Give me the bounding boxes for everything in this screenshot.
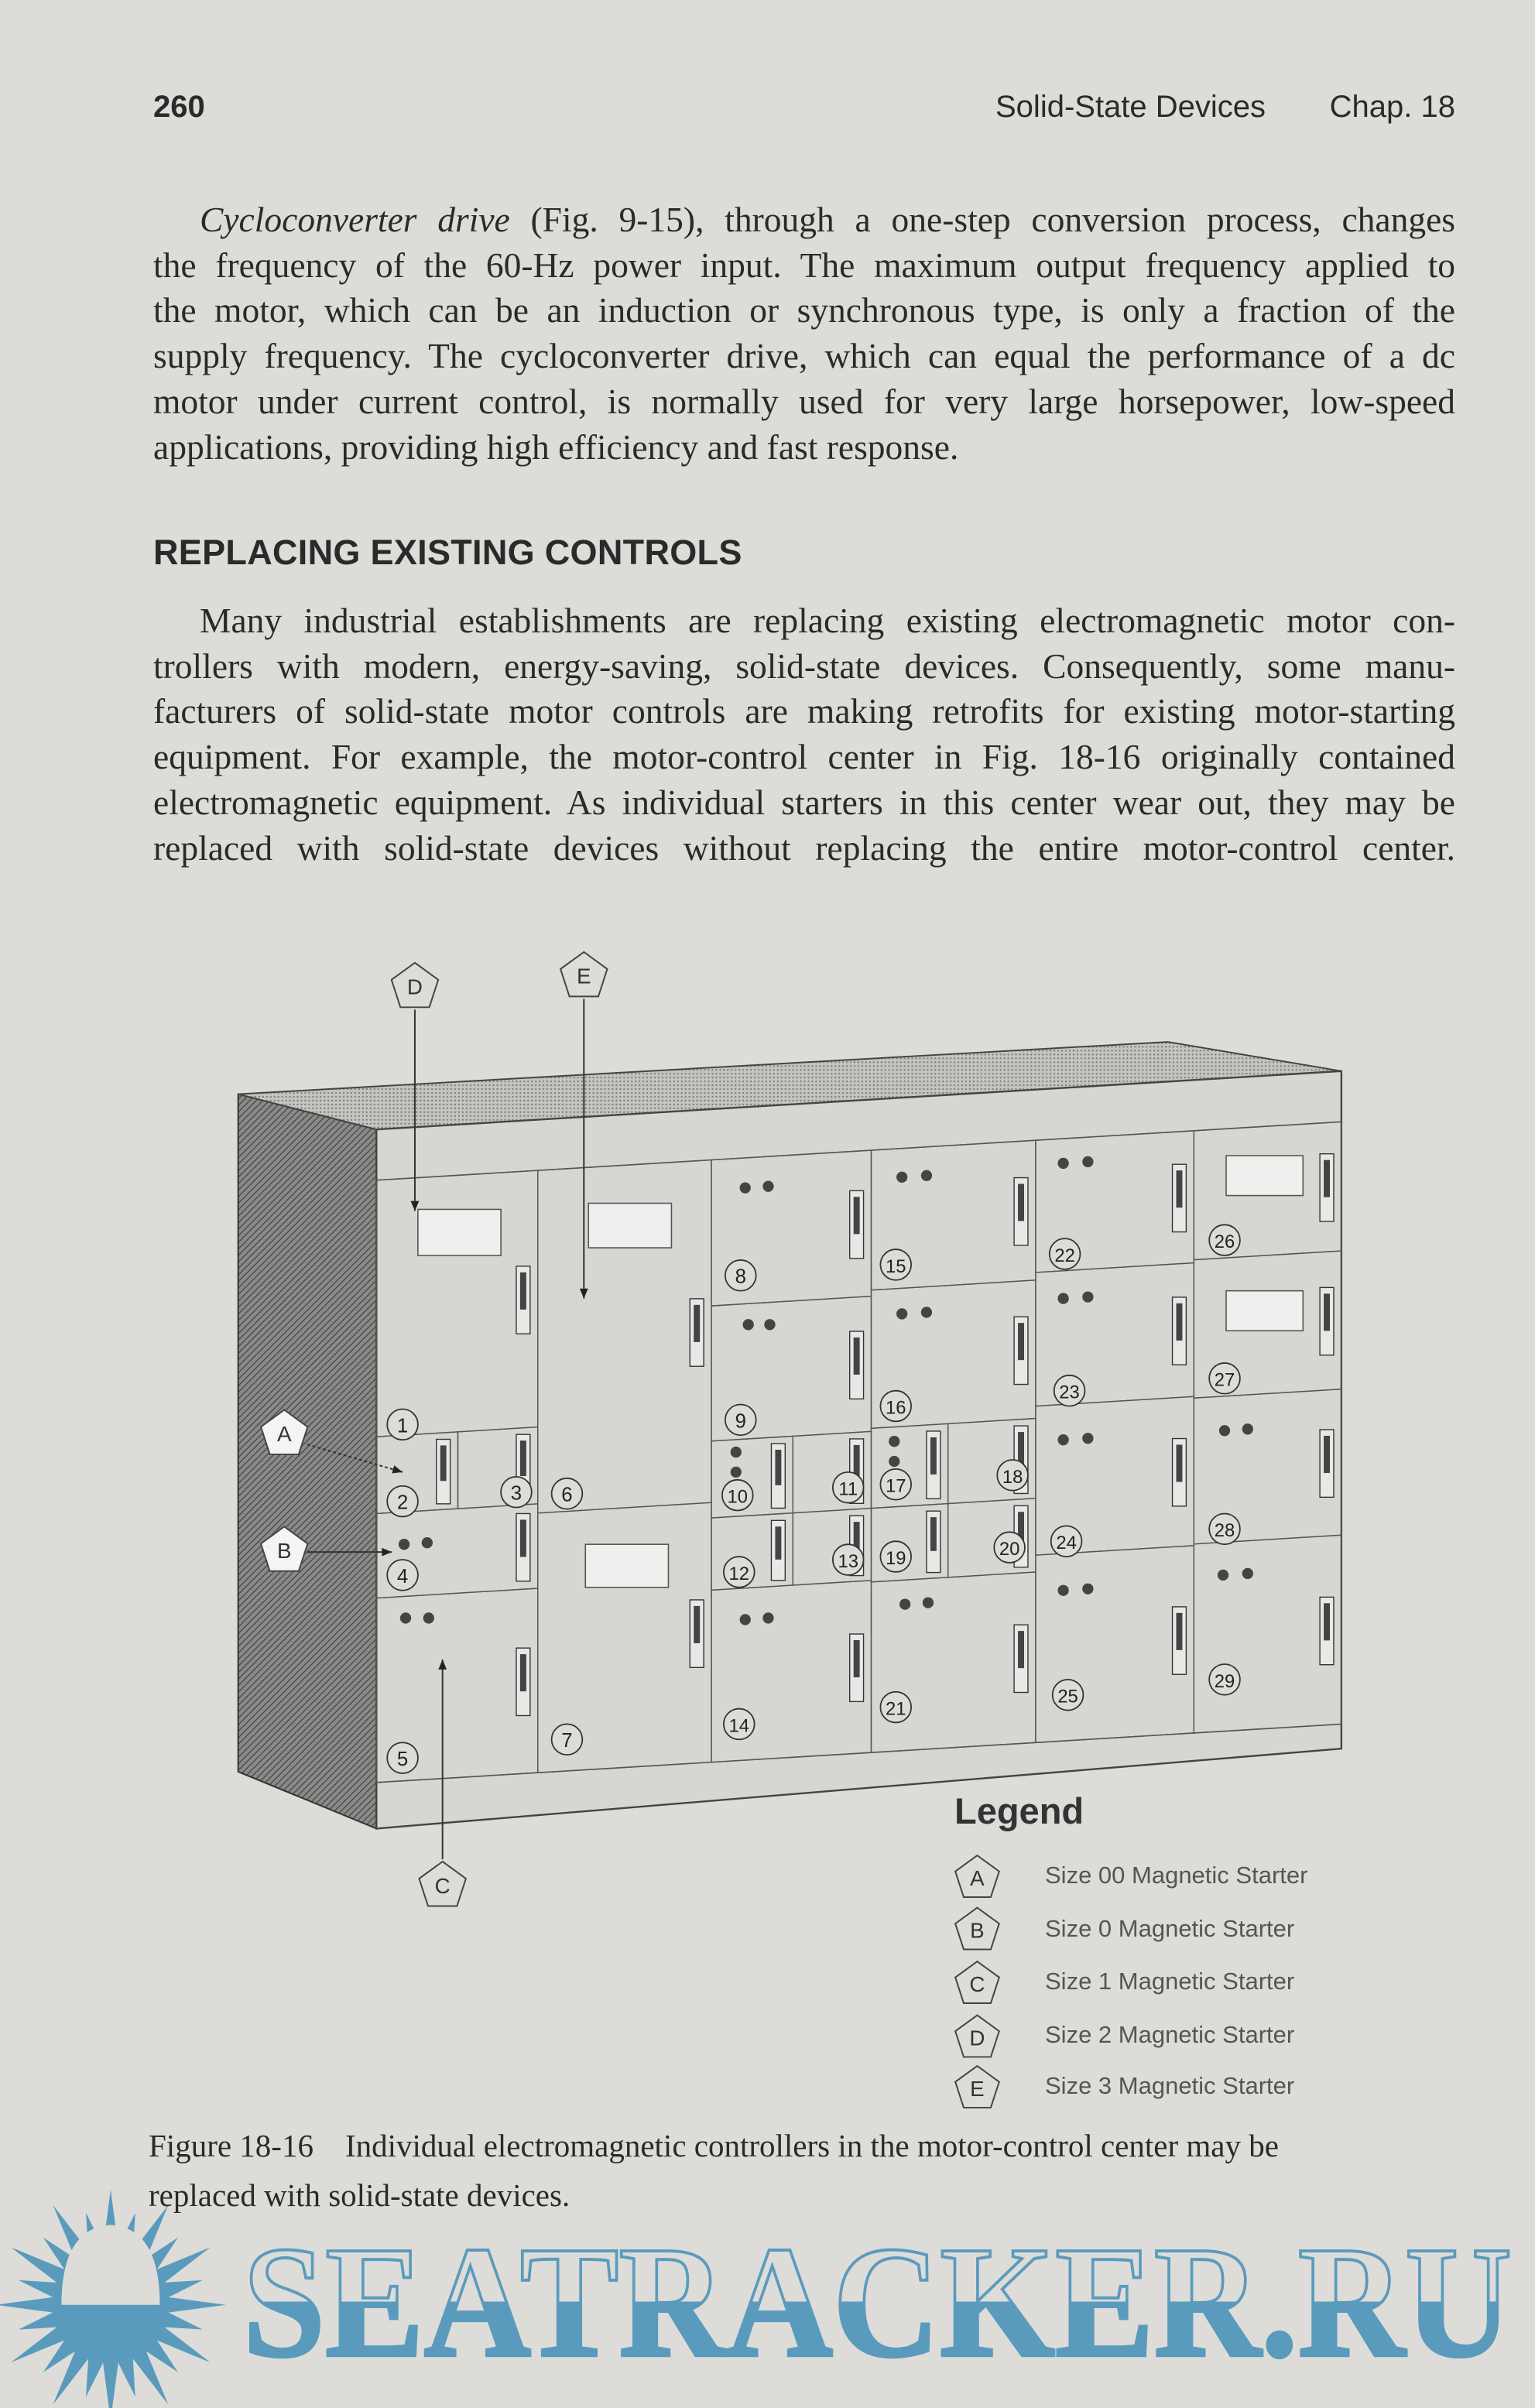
legend-item-label: Size 1 Magnetic Starter [1045,1968,1295,1995]
handle-lever-icon [1177,1303,1183,1341]
italic-term: Cycloconverter drive [200,200,510,239]
watermark [0,2190,1512,2408]
running-header-chapter: Chap. 18 [1329,90,1455,124]
pilot-light-icon [399,1539,409,1550]
pilot-light-icon [1242,1568,1253,1579]
meter-window [1226,1156,1303,1196]
handle-lever-icon [440,1445,447,1481]
meter-window [585,1544,668,1588]
pilot-light-icon [889,1436,899,1447]
pilot-light-icon [899,1598,910,1609]
paragraph-line: electromagnetic equipment. As individual starters in this center wear out, they may be [153,782,1455,822]
pilot-light-icon [923,1597,934,1608]
unit-number-label: 8 [735,1266,746,1288]
page-number: 260 [153,90,205,124]
figure-caption [149,2121,1279,2220]
paragraph-line: equipment. For example, the motor-control center in Fig. 18-16 originally contained [153,737,1455,777]
pilot-light-icon [1082,1291,1093,1302]
pilot-light-icon [921,1170,932,1181]
legend-a-letter: A [970,1865,985,1890]
pilot-light-icon [1242,1423,1253,1434]
watermark-text: SEATRACKER.RU [242,2213,1513,2391]
handle-lever-icon [1177,1170,1183,1207]
pilot-light-icon [762,1612,773,1623]
unit-number-label: 26 [1214,1231,1235,1253]
unit-number-label: 22 [1054,1245,1075,1266]
pilot-light-icon [1057,1293,1068,1303]
handle-lever-icon [694,1305,700,1342]
legend-d-letter: D [969,2026,985,2050]
paragraph-line: trollers with modern, energy-saving, solid-state devices. Consequently, some manu- [153,646,1455,686]
handle-lever-icon [520,1519,526,1557]
meter-window [588,1204,671,1249]
legend-b-letter: B [970,1918,985,1943]
handle-lever-icon [775,1450,781,1485]
paragraph-line: replaced with solid-state devices without replacing the entire motor-control center. [153,827,1455,868]
handle-lever-icon [1018,1183,1024,1221]
paragraph-line: Many industrial establishments are replacing existing electromagnetic motor con- [200,601,1455,640]
unit-number-label: 21 [886,1698,906,1720]
unit-number-label: 9 [735,1410,746,1433]
pilot-light-icon [764,1319,775,1330]
handle-lever-icon [520,1273,526,1310]
callout-b-letter: B [276,1539,292,1564]
unit-number-label: 10 [727,1486,749,1508]
legend-item-label: Size 0 Magnetic Starter [1045,1915,1295,1942]
callout-e-letter: E [577,964,591,988]
cabinet-drawing [238,1042,1341,1828]
pilot-light-icon [1082,1433,1093,1444]
paragraph-line: facturers of solid-state motor controls are making retrofits for existing motor-starting [153,691,1455,731]
unit-number-label: 15 [886,1255,906,1277]
meter-window [1226,1291,1303,1331]
callout-c-letter: C [434,1873,451,1898]
unit-number-label: 12 [728,1563,750,1584]
paragraph-line: applications, providing high efficiency and fast response. [153,426,959,467]
handle-lever-icon [520,1440,526,1476]
paragraph-line: the motor, which can be an induction or synchronous type, is only a fraction of the [153,290,1455,331]
handle-lever-icon [1018,1631,1024,1668]
paragraph-line: the frequency of the 60-Hz power input. The maximum output frequency applied to [153,245,1455,285]
caption-line: replaced with solid-state devices. [149,2177,570,2213]
handle-lever-icon [520,1654,526,1691]
paragraph-line: motor under current control, is normally used for very large horsepower, low-speed [153,381,1455,421]
handle-lever-icon [1324,1160,1330,1197]
pilot-light-icon [740,1614,751,1625]
handle-lever-icon [930,1437,937,1475]
handle-lever-icon [854,1338,860,1375]
handle-lever-icon [1177,1613,1183,1650]
callout-a-letter: A [276,1422,292,1447]
unit-number-label: 6 [561,1484,573,1506]
caption-line: Figure 18-16 Individual electromagnetic controllers in the motor-control center may be [149,2128,1279,2163]
cabinet-side-panel [238,1094,377,1829]
meter-window [418,1209,501,1255]
unit-number-label: 27 [1214,1369,1235,1391]
pilot-light-icon [889,1456,899,1467]
pilot-light-icon [423,1612,434,1623]
pilot-light-icon [921,1307,932,1317]
unit-number-label: 7 [561,1730,573,1752]
unit-number-label: 13 [838,1550,858,1572]
pilot-light-icon [731,1467,742,1478]
pilot-light-icon [1057,1434,1068,1445]
handle-lever-icon [1177,1444,1183,1481]
handle-lever-icon [1018,1323,1024,1360]
unit-number-label: 25 [1057,1686,1078,1708]
unit-number-label: 18 [1002,1466,1023,1488]
pilot-light-icon [1057,1585,1068,1596]
unit-number-label: 14 [728,1715,750,1737]
pilot-light-icon [743,1319,754,1330]
unit-number-label: 11 [838,1478,858,1500]
pilot-light-icon [896,1308,907,1319]
legend-item-label: Size 3 Magnetic Starter [1045,2072,1295,2099]
paragraph-line: Cycloconverter drive (Fig. 9-15), through a one-step conversion process, changes [200,200,1455,239]
unit-number-label: 23 [1059,1382,1080,1403]
legend-item-label: Size 2 Magnetic Starter [1045,2021,1295,2048]
callout-d-letter: D [406,975,423,999]
handle-lever-icon [854,1640,860,1677]
pilot-light-icon [1082,1584,1093,1594]
pilot-light-icon [762,1181,773,1192]
handle-lever-icon [1324,1603,1330,1640]
unit-number-label: 19 [886,1547,906,1569]
pilot-light-icon [740,1183,751,1194]
handle-lever-icon [775,1526,781,1560]
handle-lever-icon [930,1517,937,1551]
pilot-light-icon [896,1172,907,1183]
handle-lever-icon [694,1606,700,1643]
pilot-light-icon [422,1537,433,1548]
legend-title: Legend [954,1790,1084,1831]
pilot-light-icon [731,1447,742,1457]
legend-item-label: Size 00 Magnetic Starter [1045,1862,1308,1889]
running-header-title: Solid-State Devices [995,90,1266,124]
sun-logo-icon [0,2190,226,2408]
legend-c-letter: C [969,1971,985,1996]
pilot-light-icon [1219,1425,1230,1436]
unit-number-label: 4 [396,1565,409,1588]
unit-number-label: 17 [886,1475,906,1497]
section-heading: REPLACING EXISTING CONTROLS [153,533,742,572]
unit-number-label: 24 [1056,1533,1077,1554]
unit-number-label: 2 [396,1492,409,1514]
pilot-light-icon [400,1612,411,1623]
pilot-light-icon [1218,1570,1228,1581]
unit-number-label: 28 [1214,1520,1235,1542]
legend-e-letter: E [970,2076,985,2101]
unit-number-label: 29 [1214,1670,1235,1692]
paragraph-line: supply frequency. The cycloconverter drive, which can equal the performance of a dc [153,336,1455,376]
pilot-light-icon [1082,1156,1093,1167]
handle-lever-icon [854,1197,860,1234]
pilot-light-icon [1057,1158,1068,1169]
unit-number-label: 5 [396,1749,409,1771]
handle-lever-icon [1324,1436,1330,1473]
unit-number-label: 3 [510,1482,523,1505]
unit-number-label: 20 [999,1539,1020,1560]
handle-lever-icon [1324,1293,1330,1331]
unit-number-label: 16 [886,1397,906,1419]
unit-number-label: 1 [396,1415,409,1437]
